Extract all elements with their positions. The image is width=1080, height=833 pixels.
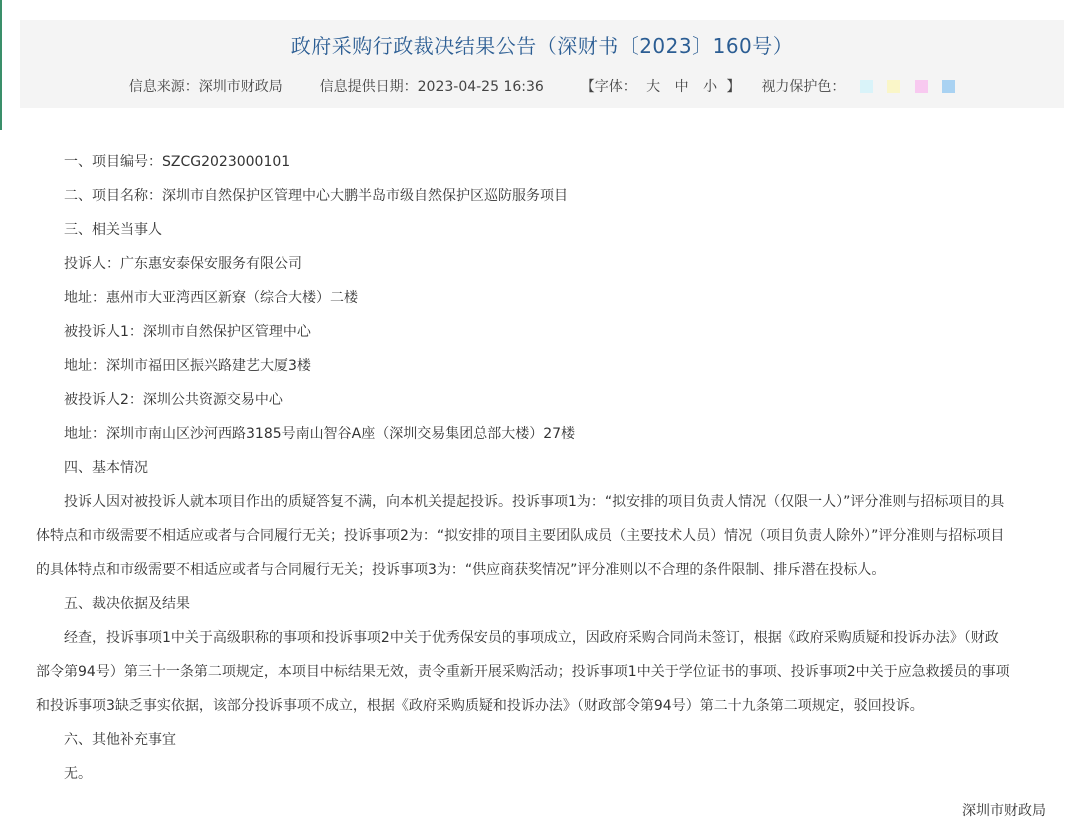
font-size-prefix: 【字体：: [580, 79, 637, 95]
paragraph-line: 的具体特点和市级需要不相适应或者与合同履行无关；投诉事项3为：“供应商获奖情况”评分准则以不合理的条件限制、排斥潜在投标人。: [36, 562, 886, 578]
font-size-large-button[interactable]: 大: [646, 79, 661, 95]
section-basic-heading: 四、基本情况: [64, 460, 148, 476]
issuer-signature: 深圳市财政局: [962, 803, 1046, 819]
announcement-header: [20, 20, 1064, 108]
complainant-address: 地址：惠州市大亚湾西区新寮（综合大楼）二楼: [64, 290, 358, 306]
font-size-medium-button[interactable]: 中: [674, 79, 689, 95]
ruling-paragraph: [36, 621, 1042, 723]
font-size-suffix: 】: [726, 79, 741, 95]
page-title: 政府采购行政裁决结果公告（深财书〔2023〕160号）: [290, 34, 794, 58]
paragraph-line: 经查，投诉事项1中关于高级职称的事项和投诉事项2中关于优秀保安员的事项成立，因政府采购合同尚未签订，根据《政府采购质疑和投诉办法》（财政: [64, 630, 999, 646]
meta-bar: [20, 76, 1064, 96]
font-size-control: [581, 76, 741, 96]
respondent-1: 被投诉人1：深圳市自然保护区管理中心: [64, 324, 311, 340]
left-accent-rule: [0, 0, 2, 130]
basic-situation-paragraph: [36, 485, 1042, 587]
eye-care-swatch-cyan[interactable]: [860, 80, 873, 93]
respondent-2: 被投诉人2：深圳公共资源交易中心: [64, 392, 283, 408]
paragraph-line: 部令第94号）第三十一条第二项规定，本项目中标结果无效，责令重新开展采购活动；投诉事项1中关于学位证书的事项、投诉事项2中关于应急救援员的事项: [36, 664, 1010, 680]
info-date: 信息提供日期：2023-04-25 16:36: [319, 79, 544, 95]
project-name: 二、项目名称：深圳市自然保护区管理中心大鹏半岛市级自然保护区巡防服务项目: [64, 188, 568, 204]
section-ruling-heading: 五、裁决依据及结果: [64, 596, 190, 612]
complainant: 投诉人：广东惠安泰保安服务有限公司: [64, 256, 302, 272]
other-content: 无。: [64, 766, 92, 782]
info-source: 信息来源：深圳市财政局: [128, 79, 283, 95]
eye-care-swatch-yellow[interactable]: [887, 80, 900, 93]
announcement-body: [36, 145, 1042, 791]
paragraph-line: 体特点和市级需要不相适应或者与合同履行无关；投诉事项2为：“拟安排的项目主要团队成员（主要技术人员）情况（项目负责人除外）”评分准则与招标项目: [36, 528, 1005, 544]
paragraph-line: 投诉人因对被投诉人就本项目作出的质疑答复不满，向本机关提起投诉。投诉事项1为：“拟安排的项目负责人情况（仅限一人）”评分准则与招标项目的具: [64, 494, 1005, 510]
project-number: 一、项目编号：SZCG2023000101: [64, 154, 291, 170]
respondent-1-address: 地址：深圳市福田区振兴路建艺大厦3楼: [64, 358, 311, 374]
eye-care-label: 视力保护色：: [761, 79, 846, 95]
eye-care-swatch-blue[interactable]: [942, 80, 955, 93]
paragraph-line: 和投诉事项3缺乏事实依据，该部分投诉事项不成立，根据《政府采购质疑和投诉办法》（财政部令第94号）第二十九条第二项规定，驳回投诉。: [36, 698, 924, 714]
font-size-small-button[interactable]: 小: [703, 79, 718, 95]
section-other-heading: 六、其他补充事宜: [64, 732, 176, 748]
section-parties-heading: 三、相关当事人: [64, 222, 162, 238]
respondent-2-address: 地址：深圳市南山区沙河西路3185号南山智谷A座（深圳交易集团总部大楼）27楼: [64, 426, 576, 442]
eye-care-swatch-pink[interactable]: [915, 80, 928, 93]
